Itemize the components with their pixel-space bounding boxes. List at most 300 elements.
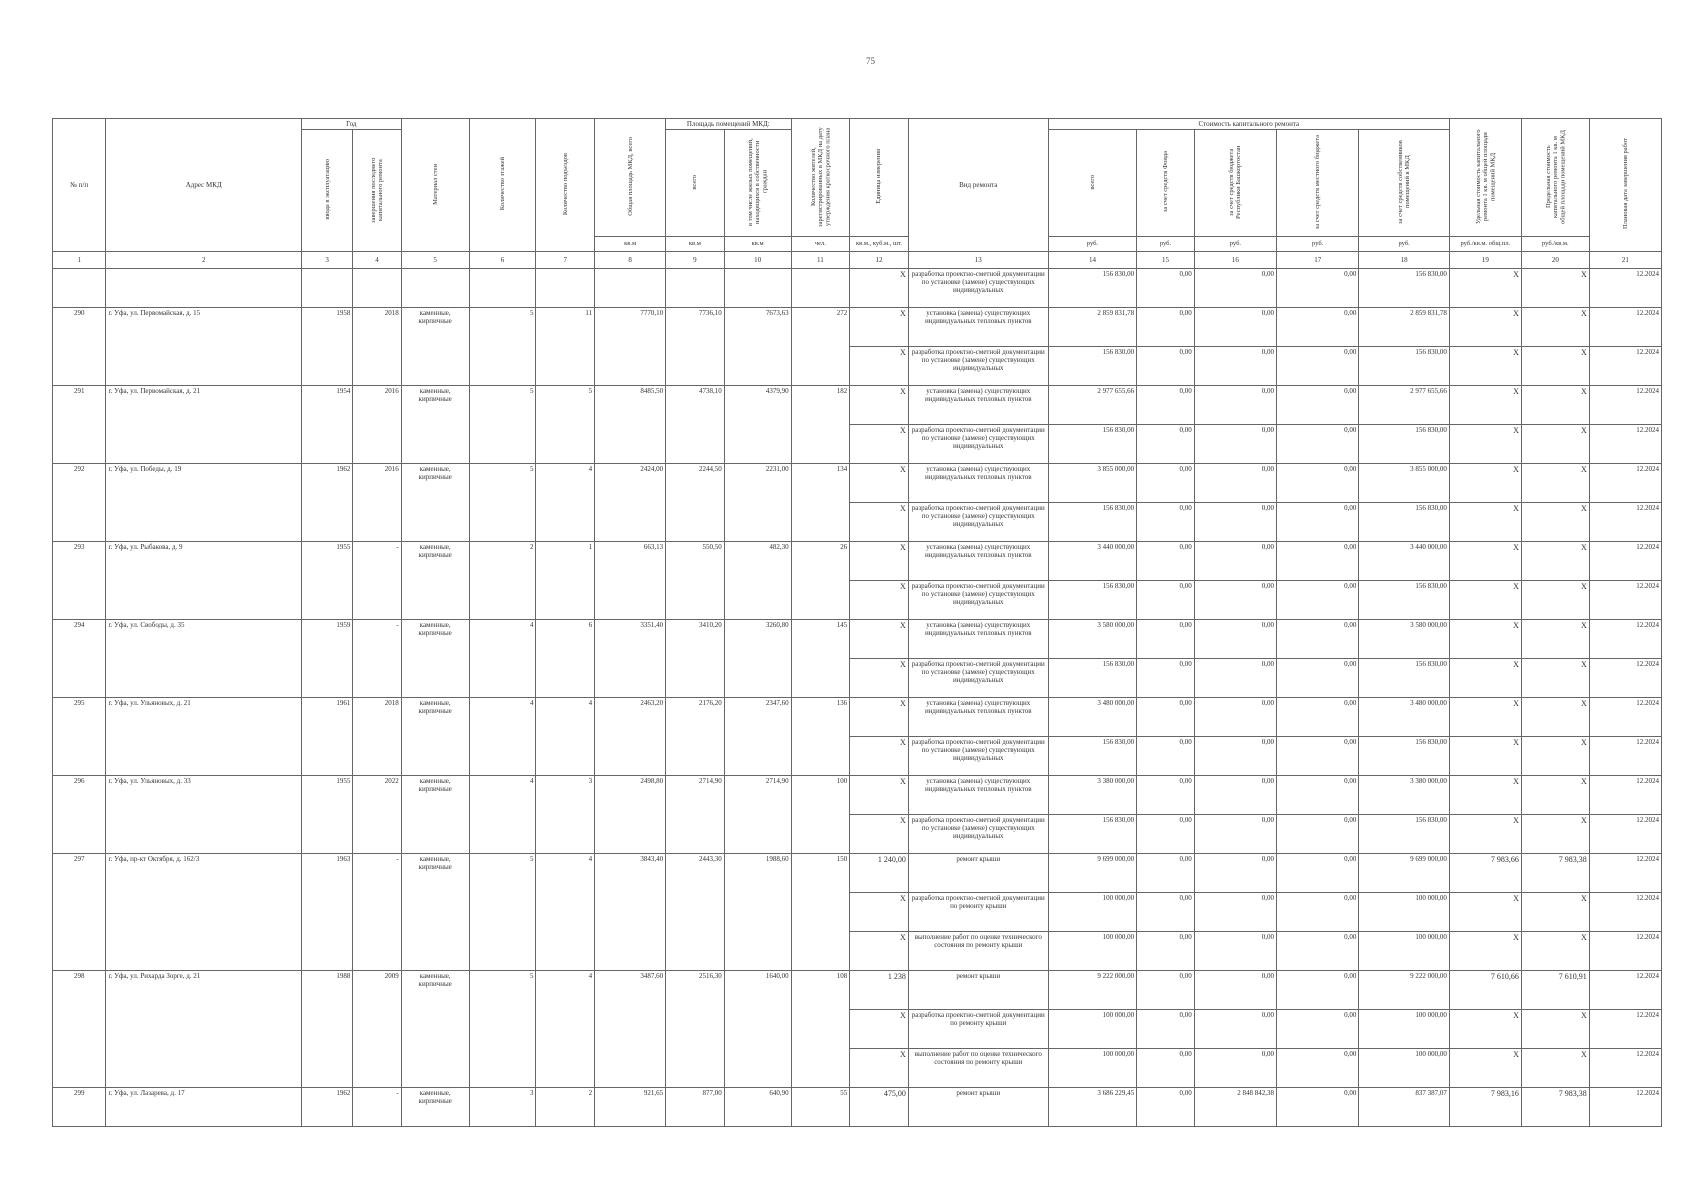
cell-cost-local: 0,00: [1277, 815, 1359, 854]
page-number: 75: [866, 56, 875, 66]
cell-cost-owners: 156 830,00: [1359, 815, 1450, 854]
cell-wall-material: каменные, кирпичные: [401, 971, 469, 1088]
cell-address: г. Уфа, ул. Первомайская, д. 15: [106, 308, 301, 386]
cell-cost-fund: 0,00: [1137, 815, 1195, 854]
cell-year-built: 1959: [301, 620, 352, 698]
cell-entrances: 11: [536, 308, 595, 386]
cell-max-cost: X: [1521, 1010, 1589, 1049]
cell-unit-cost: X: [1449, 893, 1521, 932]
cell-unit-cost: X: [1449, 347, 1521, 386]
table-row: [53, 854, 1662, 893]
cell-repair-type: разработка проектно-сметной документации по установке (замене) существующих индивидуальных: [908, 425, 1048, 464]
header-area-group: Площадь помещений МКД:: [666, 119, 792, 130]
cell-repair-type: установка (замена) существующих индивидуальных тепловых пунктов: [908, 464, 1048, 503]
cell-repair-type: установка (замена) существующих индивидуальных тепловых пунктов: [908, 542, 1048, 581]
cell-unit: X: [850, 659, 909, 698]
header-cost-local: за счет средств местного бюджета: [1277, 130, 1359, 237]
cell-plan-date: 12.2024: [1589, 854, 1661, 893]
cell-residential-area: 640,90: [724, 1088, 791, 1127]
cell-residents: 136: [791, 698, 850, 776]
cell-unit-cost: 7 983,66: [1449, 854, 1521, 893]
cell-cost-republic: 0,00: [1194, 659, 1276, 698]
header-max-cost: Предельная стоимость капитального ремонта 1 кв. м общей площади помещений МКД: [1521, 119, 1589, 237]
cell-max-cost: X: [1521, 308, 1589, 347]
cell-wall-material: каменные, кирпичные: [401, 698, 469, 776]
cell-cost-fund: 0,00: [1137, 893, 1195, 932]
cell-year-built: 1958: [301, 308, 352, 386]
cell-max-cost: X: [1521, 698, 1589, 737]
cell-residents: 150: [791, 854, 850, 971]
cell-year-built: 1954: [301, 386, 352, 464]
table-row: [53, 542, 1662, 581]
cell-entrances: 5: [536, 386, 595, 464]
cell-residents: 55: [791, 1088, 850, 1127]
cell-plan-date: 12.2024: [1589, 464, 1661, 503]
cell-entrances: [536, 269, 595, 308]
cell-cost-owners: 3 480 000,00: [1359, 698, 1450, 737]
header-wall-material: Материал стен: [401, 119, 469, 252]
cell-residents: 145: [791, 620, 850, 698]
cell-residential-area: 2231,00: [724, 464, 791, 542]
column-number: 2: [106, 252, 301, 269]
cell-repair-type: установка (замена) существующих индивидуальных тепловых пунктов: [908, 386, 1048, 425]
cell-area: 7736,10: [666, 308, 725, 386]
cell-cost-fund: 0,00: [1137, 386, 1195, 425]
cell-plan-date: 12.2024: [1589, 932, 1661, 971]
cell-repair-type: установка (замена) существующих индивидуальных тепловых пунктов: [908, 776, 1048, 815]
cell-area: 4738,10: [666, 386, 725, 464]
table-row: [53, 269, 1662, 308]
cell-unit: X: [850, 269, 909, 308]
cell-max-cost: 7 610,91: [1521, 971, 1589, 1010]
column-number: 10: [724, 252, 791, 269]
cell-repair-type: ремонт крыши: [908, 971, 1048, 1010]
cell-cost-republic: 0,00: [1194, 854, 1276, 893]
cell-area: 877,00: [666, 1088, 725, 1127]
cell-number: 294: [53, 620, 106, 698]
cell-year-repair: 2016: [353, 386, 401, 464]
cell-unit: X: [850, 698, 909, 737]
cell-cost-fund: 0,00: [1137, 542, 1195, 581]
header-entrances: Количество подъездов: [536, 119, 595, 252]
cell-floors: 4: [469, 698, 536, 776]
cell-year-repair: -: [353, 542, 401, 620]
cell-repair-type: установка (замена) существующих индивидуальных тепловых пунктов: [908, 698, 1048, 737]
cell-cost-owners: 100 000,00: [1359, 932, 1450, 971]
cell-max-cost: X: [1521, 542, 1589, 581]
cell-cost-republic: 2 848 842,38: [1194, 1088, 1276, 1127]
cell-total-area: 2424,00: [595, 464, 666, 542]
column-number: 7: [536, 252, 595, 269]
cell-cost-total: 156 830,00: [1048, 503, 1136, 542]
cell-plan-date: 12.2024: [1589, 425, 1661, 464]
cell-cost-owners: 3 580 000,00: [1359, 620, 1450, 659]
cell-wall-material: каменные, кирпичные: [401, 386, 469, 464]
cell-total-area: 2498,80: [595, 776, 666, 854]
cell-residential-area: 482,30: [724, 542, 791, 620]
column-number: 21: [1589, 252, 1661, 269]
cell-cost-republic: 0,00: [1194, 386, 1276, 425]
cell-cost-local: 0,00: [1277, 971, 1359, 1010]
table-row: [53, 698, 1662, 737]
cell-plan-date: 12.2024: [1589, 1010, 1661, 1049]
cell-address: г. Уфа, ул. Первомайская, д. 21: [106, 386, 301, 464]
cell-unit-cost: X: [1449, 1010, 1521, 1049]
cell-unit-cost: X: [1449, 464, 1521, 503]
cell-repair-type: разработка проектно-сметной документации по установке (замене) существующих индивидуальных: [908, 347, 1048, 386]
cell-cost-fund: 0,00: [1137, 854, 1195, 893]
cell-cost-fund: 0,00: [1137, 932, 1195, 971]
table-body: [53, 269, 1662, 1127]
cell-cost-total: 156 830,00: [1048, 425, 1136, 464]
cell-plan-date: 12.2024: [1589, 581, 1661, 620]
cell-cost-local: 0,00: [1277, 308, 1359, 347]
cell-cost-fund: 0,00: [1137, 1088, 1195, 1127]
cell-year-built: [301, 269, 352, 308]
table-row: [53, 971, 1662, 1010]
cell-plan-date: 12.2024: [1589, 542, 1661, 581]
cell-cost-total: 3 440 000,00: [1048, 542, 1136, 581]
cell-number: 293: [53, 542, 106, 620]
column-number: 3: [301, 252, 352, 269]
cell-wall-material: каменные, кирпичные: [401, 308, 469, 386]
cell-residential-area: 2347,60: [724, 698, 791, 776]
column-number: 13: [908, 252, 1048, 269]
cell-floors: 2: [469, 542, 536, 620]
header-floors: Количество этажей: [469, 119, 536, 252]
unit-cell: руб.: [1277, 237, 1359, 252]
header-address: Адрес МКД: [106, 119, 301, 252]
cell-residents: 26: [791, 542, 850, 620]
cell-cost-republic: 0,00: [1194, 971, 1276, 1010]
cell-cost-total: 156 830,00: [1048, 659, 1136, 698]
cell-cost-total: 156 830,00: [1048, 815, 1136, 854]
cell-unit-cost: X: [1449, 698, 1521, 737]
cell-cost-owners: 9 699 000,00: [1359, 854, 1450, 893]
cell-unit-cost: X: [1449, 542, 1521, 581]
cell-max-cost: X: [1521, 620, 1589, 659]
cell-cost-local: 0,00: [1277, 464, 1359, 503]
cell-cost-fund: 0,00: [1137, 581, 1195, 620]
cell-unit-cost: X: [1449, 386, 1521, 425]
cell-floors: 3: [469, 1088, 536, 1127]
cell-unit: X: [850, 386, 909, 425]
cell-area: 2244,50: [666, 464, 725, 542]
column-number: 19: [1449, 252, 1521, 269]
cell-max-cost: X: [1521, 815, 1589, 854]
cell-cost-owners: 156 830,00: [1359, 425, 1450, 464]
capital-repair-table: [52, 118, 1662, 1127]
cell-cost-republic: 0,00: [1194, 464, 1276, 503]
cell-wall-material: каменные, кирпичные: [401, 854, 469, 971]
cell-unit: 1 238: [850, 971, 909, 1010]
cell-total-area: 3351,40: [595, 620, 666, 698]
column-number: 14: [1048, 252, 1136, 269]
cell-entrances: 4: [536, 854, 595, 971]
cell-number: 298: [53, 971, 106, 1088]
cell-cost-fund: 0,00: [1137, 698, 1195, 737]
cell-cost-local: 0,00: [1277, 659, 1359, 698]
unit-cell: чел.: [791, 237, 850, 252]
cell-wall-material: каменные, кирпичные: [401, 776, 469, 854]
cell-max-cost: X: [1521, 581, 1589, 620]
column-number: 5: [401, 252, 469, 269]
table-row: [53, 620, 1662, 659]
unit-cell: кв.м., куб.м., шт.: [850, 237, 909, 252]
cell-year-built: 1988: [301, 971, 352, 1088]
cell-cost-total: 3 855 000,00: [1048, 464, 1136, 503]
cell-number: [53, 269, 106, 308]
cell-cost-local: 0,00: [1277, 776, 1359, 815]
cell-total-area: 663,13: [595, 542, 666, 620]
unit-cell: руб.: [1048, 237, 1136, 252]
cell-entrances: 1: [536, 542, 595, 620]
cell-cost-local: 0,00: [1277, 698, 1359, 737]
cell-cost-republic: 0,00: [1194, 269, 1276, 308]
header-unit: Единица измерения: [850, 119, 909, 237]
column-number: 4: [353, 252, 401, 269]
cell-max-cost: X: [1521, 386, 1589, 425]
cell-cost-republic: 0,00: [1194, 503, 1276, 542]
cell-plan-date: 12.2024: [1589, 776, 1661, 815]
cell-cost-republic: 0,00: [1194, 932, 1276, 971]
cell-unit: X: [850, 893, 909, 932]
cell-max-cost: X: [1521, 503, 1589, 542]
cell-cost-total: 156 830,00: [1048, 347, 1136, 386]
cell-max-cost: 7 983,38: [1521, 854, 1589, 893]
cell-unit-cost: X: [1449, 737, 1521, 776]
cell-unit-cost: X: [1449, 620, 1521, 659]
cell-cost-owners: 2 977 655,66: [1359, 386, 1450, 425]
cell-cost-local: 0,00: [1277, 737, 1359, 776]
cell-plan-date: 12.2024: [1589, 620, 1661, 659]
cell-cost-total: 156 830,00: [1048, 269, 1136, 308]
cell-year-repair: 2022: [353, 776, 401, 854]
cell-max-cost: X: [1521, 269, 1589, 308]
cell-unit-cost: X: [1449, 269, 1521, 308]
cell-max-cost: 7 983,38: [1521, 1088, 1589, 1127]
cell-area: 2176,20: [666, 698, 725, 776]
cell-unit-cost: X: [1449, 815, 1521, 854]
cell-repair-type: ремонт крыши: [908, 1088, 1048, 1127]
cell-repair-type: разработка проектно-сметной документации по установке (замене) существующих индивидуальных: [908, 269, 1048, 308]
cell-residents: 182: [791, 386, 850, 464]
cell-entrances: 6: [536, 620, 595, 698]
cell-repair-type: разработка проектно-сметной документации по установке (замене) существующих индивидуальных: [908, 815, 1048, 854]
cell-unit-cost: X: [1449, 308, 1521, 347]
cell-plan-date: 12.2024: [1589, 971, 1661, 1010]
cell-floors: 5: [469, 464, 536, 542]
cell-cost-republic: 0,00: [1194, 542, 1276, 581]
cell-year-repair: -: [353, 854, 401, 971]
cell-cost-owners: 837 387,07: [1359, 1088, 1450, 1127]
cell-wall-material: каменные, кирпичные: [401, 1088, 469, 1127]
cell-cost-owners: 9 222 000,00: [1359, 971, 1450, 1010]
cell-cost-owners: 100 000,00: [1359, 1049, 1450, 1088]
cell-wall-material: [401, 269, 469, 308]
unit-cell: кв.м: [666, 237, 725, 252]
cell-repair-type: разработка проектно-сметной документации по установке (замене) существующих индивидуальных: [908, 503, 1048, 542]
header-total-area: Общая площадь МКД, всего: [595, 119, 666, 237]
cell-total-area: 8485,50: [595, 386, 666, 464]
cell-unit: X: [850, 347, 909, 386]
cell-address: г. Уфа, пр-кт Октября, д. 162/3: [106, 854, 301, 971]
cell-unit: X: [850, 542, 909, 581]
cell-cost-local: 0,00: [1277, 347, 1359, 386]
cell-cost-local: 0,00: [1277, 1010, 1359, 1049]
cell-unit: X: [850, 308, 909, 347]
cell-year-repair: 2018: [353, 698, 401, 776]
cell-year-built: 1955: [301, 542, 352, 620]
cell-residents: 100: [791, 776, 850, 854]
cell-cost-republic: 0,00: [1194, 581, 1276, 620]
cell-plan-date: 12.2024: [1589, 308, 1661, 347]
cell-unit-cost: X: [1449, 932, 1521, 971]
cell-address: г. Уфа, ул. Свободы, д. 35: [106, 620, 301, 698]
header-year-built: ввода в эксплуатацию: [301, 130, 352, 252]
cell-area: 2443,30: [666, 854, 725, 971]
cell-cost-total: 2 859 831,78: [1048, 308, 1136, 347]
cell-unit-cost: 7 983,16: [1449, 1088, 1521, 1127]
cell-entrances: 4: [536, 971, 595, 1088]
cell-cost-owners: 3 440 000,00: [1359, 542, 1450, 581]
cell-total-area: [595, 269, 666, 308]
cell-cost-total: 100 000,00: [1048, 1049, 1136, 1088]
cell-max-cost: X: [1521, 737, 1589, 776]
cell-number: 295: [53, 698, 106, 776]
cell-residential-area: 1640,00: [724, 971, 791, 1088]
cell-cost-fund: 0,00: [1137, 1010, 1195, 1049]
cell-cost-republic: 0,00: [1194, 776, 1276, 815]
cell-cost-republic: 0,00: [1194, 698, 1276, 737]
cell-unit-cost: X: [1449, 776, 1521, 815]
cell-residential-area: [724, 269, 791, 308]
cell-cost-total: 9 699 000,00: [1048, 854, 1136, 893]
cell-address: г. Уфа, ул. Лазарева, д. 17: [106, 1088, 301, 1127]
cell-unit: X: [850, 581, 909, 620]
cell-max-cost: X: [1521, 347, 1589, 386]
cell-plan-date: 12.2024: [1589, 269, 1661, 308]
cell-cost-republic: 0,00: [1194, 815, 1276, 854]
cell-cost-total: 3 380 000,00: [1048, 776, 1136, 815]
cell-number: 296: [53, 776, 106, 854]
column-number-row: [53, 252, 1662, 269]
cell-unit-cost: X: [1449, 659, 1521, 698]
cell-entrances: 4: [536, 464, 595, 542]
cell-cost-total: 156 830,00: [1048, 581, 1136, 620]
cell-cost-owners: 100 000,00: [1359, 1010, 1450, 1049]
cell-entrances: 4: [536, 698, 595, 776]
cell-plan-date: 12.2024: [1589, 737, 1661, 776]
cell-repair-type: разработка проектно-сметной документации по ремонту крыши: [908, 893, 1048, 932]
cell-wall-material: каменные, кирпичные: [401, 620, 469, 698]
header-cost-fund: за счет средств Фонда: [1137, 130, 1195, 237]
cell-unit-cost: 7 610,66: [1449, 971, 1521, 1010]
cell-unit: X: [850, 503, 909, 542]
cell-number: 290: [53, 308, 106, 386]
cell-unit: X: [850, 464, 909, 503]
cell-cost-owners: 156 830,00: [1359, 503, 1450, 542]
cell-unit: X: [850, 620, 909, 659]
column-number: 12: [850, 252, 909, 269]
header-year-repair: завершения последнего капитального ремонта: [353, 130, 401, 252]
cell-total-area: 921,65: [595, 1088, 666, 1127]
cell-floors: 5: [469, 308, 536, 386]
unit-cell: руб./кв.м. общ.пл.: [1449, 237, 1521, 252]
header-area-residential: в том числе жилых помещений, находящихся в собственности граждан: [724, 130, 791, 237]
cell-total-area: 7770,10: [595, 308, 666, 386]
cell-year-built: 1962: [301, 464, 352, 542]
cell-cost-fund: 0,00: [1137, 971, 1195, 1010]
cell-cost-owners: 156 830,00: [1359, 581, 1450, 620]
cell-total-area: 2463,20: [595, 698, 666, 776]
cell-year-repair: 2016: [353, 464, 401, 542]
cell-floors: [469, 269, 536, 308]
cell-area: 2714,90: [666, 776, 725, 854]
cell-year-built: 1963: [301, 854, 352, 971]
cell-plan-date: 12.2024: [1589, 1088, 1661, 1127]
cell-cost-owners: 100 000,00: [1359, 893, 1450, 932]
column-number: 9: [666, 252, 725, 269]
table-row: [53, 464, 1662, 503]
cell-repair-type: разработка проектно-сметной документации по установке (замене) существующих индивидуальных: [908, 659, 1048, 698]
cell-unit: X: [850, 1010, 909, 1049]
cell-cost-local: 0,00: [1277, 620, 1359, 659]
header-cost-group: Стоимость капитального ремонта: [1048, 119, 1449, 130]
cell-cost-local: 0,00: [1277, 425, 1359, 464]
cell-cost-fund: 0,00: [1137, 776, 1195, 815]
cell-cost-republic: 0,00: [1194, 737, 1276, 776]
cell-max-cost: X: [1521, 893, 1589, 932]
cell-cost-owners: 2 859 831,78: [1359, 308, 1450, 347]
cell-residential-area: 3260,80: [724, 620, 791, 698]
cell-plan-date: 12.2024: [1589, 893, 1661, 932]
cell-cost-fund: 0,00: [1137, 659, 1195, 698]
cell-cost-local: 0,00: [1277, 893, 1359, 932]
cell-cost-fund: 0,00: [1137, 1049, 1195, 1088]
cell-max-cost: X: [1521, 425, 1589, 464]
cell-cost-fund: 0,00: [1137, 503, 1195, 542]
cell-repair-type: ремонт крыши: [908, 854, 1048, 893]
unit-cell: руб.: [1137, 237, 1195, 252]
cell-floors: 4: [469, 620, 536, 698]
cell-unit-cost: X: [1449, 581, 1521, 620]
cell-cost-republic: 0,00: [1194, 893, 1276, 932]
column-number: 11: [791, 252, 850, 269]
cell-residential-area: 7673,63: [724, 308, 791, 386]
header-unit-cost: Удельная стоимость капитального ремонта 1 кв. м общей площади помещений МКД: [1449, 119, 1521, 237]
cell-repair-type: установка (замена) существующих индивидуальных тепловых пунктов: [908, 620, 1048, 659]
cell-cost-owners: 156 830,00: [1359, 269, 1450, 308]
cell-unit: X: [850, 815, 909, 854]
cell-residents: 108: [791, 971, 850, 1088]
cell-cost-fund: 0,00: [1137, 347, 1195, 386]
cell-unit: X: [850, 932, 909, 971]
cell-cost-republic: 0,00: [1194, 425, 1276, 464]
cell-unit: X: [850, 1049, 909, 1088]
unit-cell: руб./кв.м.: [1521, 237, 1589, 252]
cell-repair-type: установка (замена) существующих индивидуальных тепловых пунктов: [908, 308, 1048, 347]
cell-residential-area: 4379,90: [724, 386, 791, 464]
column-number: 1: [53, 252, 106, 269]
cell-address: г. Уфа, ул. Победы, д. 19: [106, 464, 301, 542]
cell-cost-owners: 156 830,00: [1359, 737, 1450, 776]
cell-cost-owners: 156 830,00: [1359, 347, 1450, 386]
cell-cost-local: 0,00: [1277, 854, 1359, 893]
cell-plan-date: 12.2024: [1589, 815, 1661, 854]
table-row: [53, 776, 1662, 815]
cell-address: г. Уфа, ул. Рыбакова, д. 9: [106, 542, 301, 620]
